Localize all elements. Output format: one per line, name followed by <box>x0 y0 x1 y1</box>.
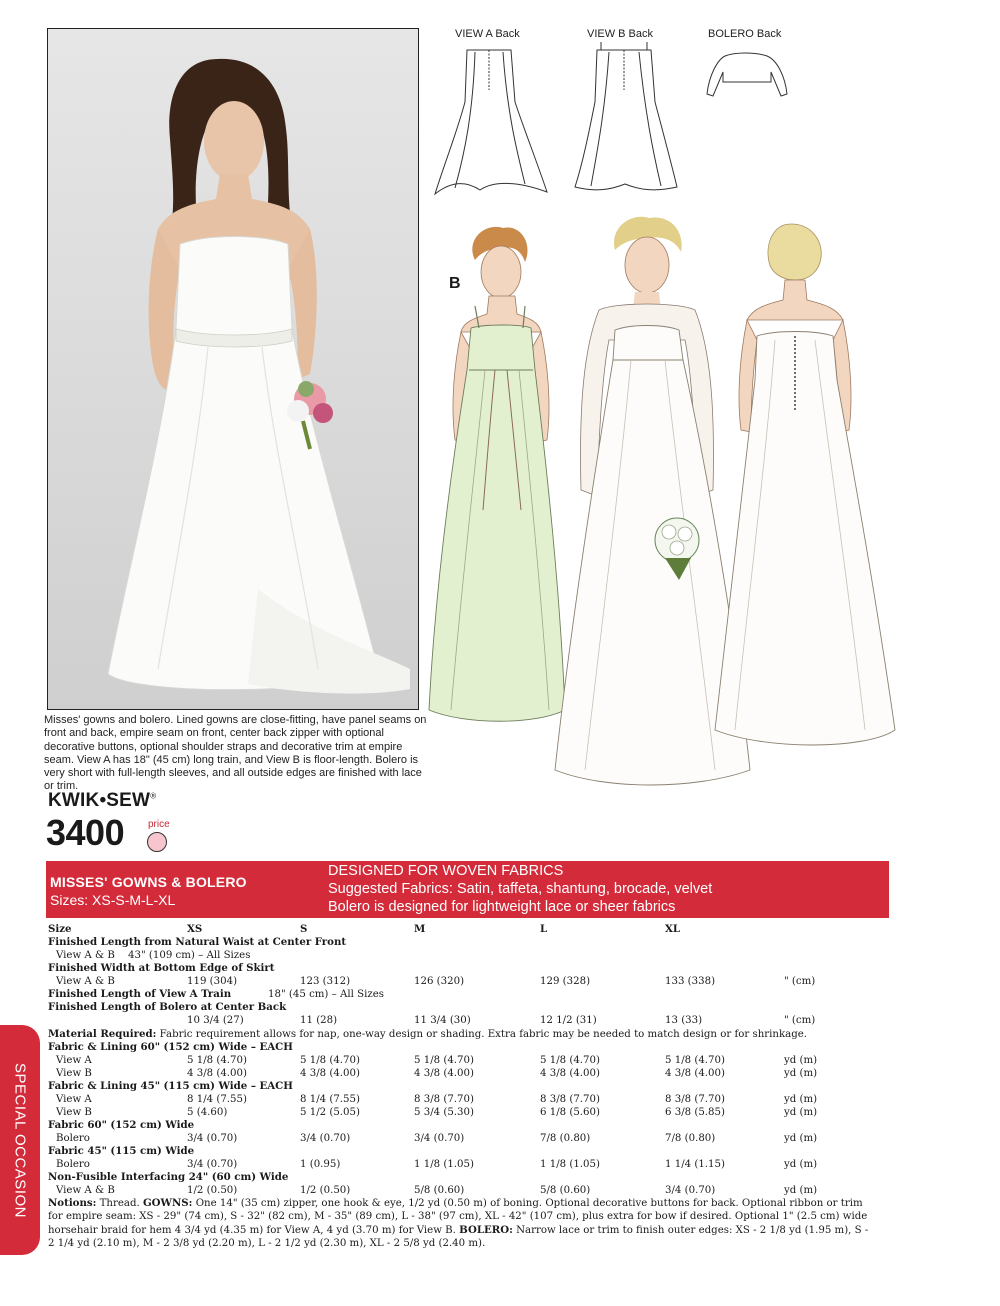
cell-l: 5 1/8 (4.70) <box>540 1055 600 1066</box>
table-row <box>48 975 898 988</box>
cell-unit: yd (m) <box>784 1185 818 1196</box>
notions-gowns-text: One 14" (35 cm) zipper, one hook & eye, 1/2 yd (0.50 m) of boning. Optional decorative buttons for back. Optional ribbon or trim for empire seam: XS - 29" (74 cm), S - 32" (82 cm), M - 35" (89 cm), L - 38" (97 cm), XL - 42" (107 cm), plus extra for bow if desired. Optional 1" (2.5 cm) wide horsehair braid for hem 4 3/4 yd (4.35 m) for View A, 4 yd (3.70 m) for View B. <box>48 1198 868 1236</box>
cell-xs: 10 3/4 (27) <box>187 1015 244 1026</box>
cell-l: 5/8 (0.60) <box>540 1185 591 1196</box>
cell-xs: 8 1/4 (7.55) <box>187 1094 247 1105</box>
section-header <box>48 1080 898 1093</box>
interfacing-header: Non-Fusible Interfacing 24" (60 cm) Wide <box>48 1171 289 1183</box>
pattern-description: Misses' gowns and bolero. Lined gowns are close-fitting, have panel seams on front and back, empire seam on front, center back zipper with optional decorative buttons, optional shoulder straps and decorative trim at empire seam. View A has 18" (45 cm) long train, and View B is floor-length. Bolero is very short with full-length sleeves, and all outside edges are finished with lace or trim. <box>44 714 427 793</box>
view-a-back-drawing <box>435 50 547 194</box>
cell-m: 1 1/8 (1.05) <box>414 1159 474 1170</box>
row-label: View B <box>56 1068 92 1079</box>
cell-s: 123 (312) <box>300 976 351 987</box>
row-label: View A <box>56 1055 92 1066</box>
view-a-figure <box>715 224 895 745</box>
side-category-label: SPECIAL OCCASION <box>11 1062 29 1218</box>
cell-l: 4 3/8 (4.00) <box>540 1068 600 1079</box>
finished-width-header: Finished Width at Bottom Edge of Skirt <box>48 962 275 974</box>
bolero-length-header: Finished Length of Bolero at Center Back <box>48 1001 287 1013</box>
section-header <box>48 1145 898 1158</box>
brand-name: KWIK•SEW <box>48 790 151 811</box>
cell-l: 12 1/2 (31) <box>540 1015 597 1026</box>
row-label: View B <box>56 1107 92 1118</box>
section-header <box>48 962 898 975</box>
view-b-back-label: VIEW B Back <box>587 28 654 40</box>
fabric-45-header: Fabric & Lining 45" (115 cm) Wide – EACH <box>48 1080 293 1092</box>
notions-bolero-label: BOLERO: <box>459 1223 513 1236</box>
price-circle <box>147 832 167 852</box>
section-header <box>48 1171 898 1184</box>
cell-m: 5/8 (0.60) <box>414 1185 465 1196</box>
cell-xs: 119 (304) <box>187 976 238 987</box>
cell-m: 4 3/8 (4.00) <box>414 1068 474 1079</box>
cell-l: 6 1/8 (5.60) <box>540 1107 600 1118</box>
cell-xs: 3/4 (0.70) <box>187 1159 238 1170</box>
cell-xl: 4 3/8 (4.00) <box>665 1068 725 1079</box>
cell-m: 11 3/4 (30) <box>414 1015 471 1026</box>
band-bolero-note: Bolero is designed for lightweight lace or sheer fabrics <box>328 899 676 915</box>
material-required-row <box>48 1028 898 1041</box>
section-header <box>48 1041 898 1054</box>
fabric-60-header: Fabric & Lining 60" (152 cm) Wide – EACH <box>48 1041 293 1053</box>
table-row <box>48 1093 898 1106</box>
notions-paragraph <box>48 1197 878 1251</box>
band-fabric-type: DESIGNED FOR WOVEN FABRICS <box>328 863 564 879</box>
view-b-letter: B <box>449 275 461 292</box>
size-xs: XS <box>187 923 203 935</box>
cell-l: 1 1/8 (1.05) <box>540 1159 600 1170</box>
cell-s: 1 (0.95) <box>300 1159 341 1170</box>
cell-s: 1/2 (0.50) <box>300 1185 351 1196</box>
back-view-drawings <box>425 42 805 202</box>
brand-logo <box>48 790 156 812</box>
table-row <box>48 1132 898 1145</box>
size-m: M <box>414 923 426 935</box>
cell-unit: " (cm) <box>784 976 816 987</box>
cell-xl: 7/8 (0.80) <box>665 1133 716 1144</box>
cell-l: 8 3/8 (7.70) <box>540 1094 600 1105</box>
table-row <box>48 949 898 962</box>
notions-thread: Thread. <box>99 1198 140 1209</box>
cell-m: 8 3/8 (7.70) <box>414 1094 474 1105</box>
row-label: Bolero <box>56 1133 90 1144</box>
cell-xs: 4 3/8 (4.00) <box>187 1068 247 1079</box>
cell-xl: 6 3/8 (5.85) <box>665 1107 725 1118</box>
cell-s: 8 1/4 (7.55) <box>300 1094 360 1105</box>
cell-unit: " (cm) <box>784 1015 816 1026</box>
registered-mark: ® <box>150 791 157 801</box>
table-row <box>48 1014 898 1027</box>
cell-m: 5 1/8 (4.70) <box>414 1055 474 1066</box>
section-header <box>48 1119 898 1132</box>
header-band <box>46 861 889 918</box>
cell-m: 5 3/4 (5.30) <box>414 1107 474 1118</box>
table-row <box>48 988 898 1001</box>
cell-xl: 1 1/4 (1.15) <box>665 1159 725 1170</box>
bolero-back-drawing <box>707 53 787 96</box>
cell-s: 4 3/8 (4.00) <box>300 1068 360 1079</box>
section-header <box>48 1001 898 1014</box>
row-label: Bolero <box>56 1159 90 1170</box>
cell-m: 126 (320) <box>414 976 465 987</box>
cell-s: 5 1/2 (5.05) <box>300 1107 360 1118</box>
cell-xl: 5 1/8 (4.70) <box>665 1055 725 1066</box>
cell-xl: 13 (33) <box>665 1015 703 1026</box>
bolero-60-header: Fabric 60" (152 cm) Wide <box>48 1119 195 1131</box>
row-label: View A & B <box>56 1185 115 1196</box>
train-length-header: Finished Length of View A Train <box>48 988 232 1000</box>
cell-l: 129 (328) <box>540 976 591 987</box>
cell-unit: yd (m) <box>784 1055 818 1066</box>
cell-unit: yd (m) <box>784 1107 818 1118</box>
bolero-45-header: Fabric 45" (115 cm) Wide <box>48 1145 195 1157</box>
cell-l: 7/8 (0.80) <box>540 1133 591 1144</box>
cell-unit: yd (m) <box>784 1133 818 1144</box>
cell-xl: 8 3/8 (7.70) <box>665 1094 725 1105</box>
cell-xs: 5 (4.60) <box>187 1107 228 1118</box>
notions-gowns-label: GOWNS: <box>142 1197 193 1209</box>
view-b-back-drawing <box>575 42 677 190</box>
cell-xl: 133 (338) <box>665 976 716 987</box>
size-header-row <box>48 923 898 936</box>
cell-xs: 1/2 (0.50) <box>187 1185 238 1196</box>
notions-label: Notions: <box>48 1197 97 1209</box>
cell-unit: yd (m) <box>784 1068 818 1079</box>
cell-m: 3/4 (0.70) <box>414 1133 465 1144</box>
table-row <box>48 1184 898 1197</box>
band-title: MISSES' GOWNS & BOLERO <box>50 874 247 890</box>
size-header: Size <box>48 923 72 935</box>
table-row <box>48 1054 898 1067</box>
size-s: S <box>300 923 308 935</box>
view-b-figure <box>429 227 565 721</box>
pattern-number: 3400 <box>46 812 125 853</box>
material-label: Material Required: <box>48 1028 157 1040</box>
section-header <box>48 936 898 949</box>
bolero-back-label: BOLERO Back <box>708 28 782 40</box>
cell-xs: 5 1/8 (4.70) <box>187 1055 247 1066</box>
cell-s: 11 (28) <box>300 1015 338 1026</box>
model-photo <box>47 28 419 710</box>
row-value: 18" (45 cm) – All Sizes <box>268 989 384 1000</box>
table-row <box>48 1158 898 1171</box>
size-l: L <box>540 923 548 935</box>
cell-unit: yd (m) <box>784 1094 818 1105</box>
notions-bolero-text: Narrow lace or trim to finish outer edges: XS - 2 1/8 yd (1.95 m), S - 2 1/4 yd (2.10 m), M - 2 3/8 yd (2.20 m), L - 2 1/2 yd (2.30 m), XL - 2 5/8 yd (2.40 m). <box>48 1224 869 1249</box>
finished-length-header: Finished Length from Natural Waist at Center Front <box>48 936 347 948</box>
table-row <box>48 1067 898 1080</box>
band-sizes: Sizes: XS-S-M-L-XL <box>50 892 176 908</box>
table-row <box>48 1106 898 1119</box>
cell-s: 5 1/8 (4.70) <box>300 1055 360 1066</box>
band-suggested-fabrics: Suggested Fabrics: Satin, taffeta, shantung, brocade, velvet <box>328 881 713 897</box>
row-label: View A & B <box>56 976 115 987</box>
size-chart <box>48 923 898 1251</box>
cell-xs: 3/4 (0.70) <box>187 1133 238 1144</box>
row-value: 43" (109 cm) – All Sizes <box>128 950 251 961</box>
row-label: View A & B <box>56 950 115 961</box>
cell-s: 3/4 (0.70) <box>300 1133 351 1144</box>
fashion-illustrations <box>425 210 900 795</box>
cell-xl: 3/4 (0.70) <box>665 1185 716 1196</box>
material-text: Fabric requirement allows for nap, one-way design or shading. Extra fabric may be needed to match design or for shrinkage. <box>159 1029 807 1040</box>
row-label: View A <box>56 1094 92 1105</box>
view-a-back-label: VIEW A Back <box>455 28 520 40</box>
model-photo-illustration <box>48 29 418 709</box>
size-xl: XL <box>665 923 681 935</box>
cell-unit: yd (m) <box>784 1159 818 1170</box>
price-label: price <box>148 819 170 830</box>
